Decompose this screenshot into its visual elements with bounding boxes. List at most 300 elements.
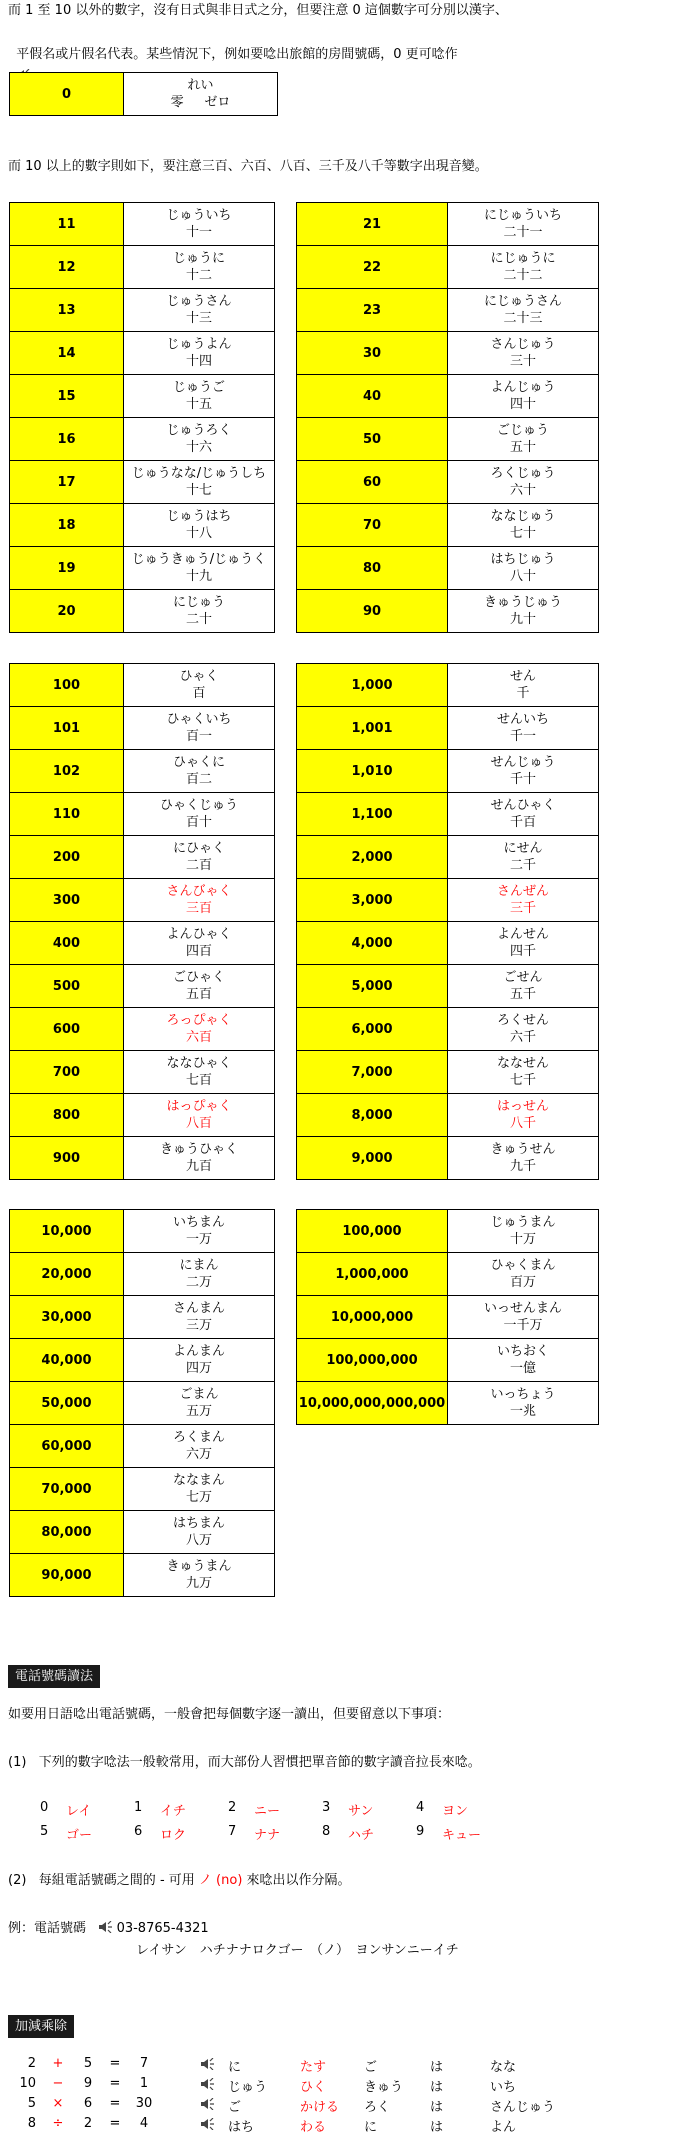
table-row [297, 1137, 599, 1180]
number-cell: 30 [297, 332, 448, 375]
kanji-text: 四十 [509, 397, 536, 412]
intro-line-2-text: 平假名或片假名代表。某些情況下，例如要唸出旅館的房間號碼，0 更可唸作 [16, 47, 458, 62]
kana-text: ごじゅう [496, 423, 549, 438]
table-row [10, 1051, 275, 1094]
kanji-text: 二百 [185, 858, 212, 873]
kana-text: きゅうひゃく [159, 1142, 238, 1157]
kanji-text: 十六 [185, 440, 212, 455]
kana-text: ごひゃく [172, 970, 225, 985]
number-cell: 9,000 [297, 1137, 448, 1180]
reading-cell [124, 1425, 275, 1468]
kana-text: にまん [179, 1258, 219, 1273]
kana-text: はちじゅう [490, 552, 556, 567]
reading-cell [124, 793, 275, 836]
reading-cell [448, 836, 599, 879]
table-row [297, 461, 599, 504]
number-cell: 15 [10, 375, 124, 418]
kana-text: さんぜん [496, 884, 549, 899]
table-row [10, 750, 275, 793]
table-large-numbers [296, 1209, 599, 1425]
kanji-text: 五万 [185, 1404, 212, 1419]
phone-digit-reading: ナナ [254, 1828, 281, 1843]
kanji-text: 十一 [185, 225, 212, 240]
table-row [297, 246, 599, 289]
kana-text: ひゃくいち [166, 712, 232, 727]
reading-cell [124, 73, 278, 116]
number-cell: 21 [297, 203, 448, 246]
arith-w2: ご [364, 2060, 378, 2075]
kanji-text: 八万 [185, 1533, 212, 1548]
kana-text: じゅうきゅう/じゅうく [131, 552, 267, 567]
reading-cell [448, 750, 599, 793]
reading-cell [448, 418, 599, 461]
phone-digit: 5 [40, 1824, 49, 1839]
kana-text: せんいち [496, 712, 549, 727]
number-cell: 12 [10, 246, 124, 289]
kana-text: はっせん [496, 1099, 549, 1114]
kanji-text: 十万 [509, 1232, 536, 1247]
reading-cell [124, 1051, 275, 1094]
table-row [297, 664, 599, 707]
table-row [10, 922, 275, 965]
phone-section-header: 電話號碼讀法 [8, 1665, 100, 1688]
arith-op: − [52, 2076, 64, 2091]
kana-text: じゅうはち [166, 509, 232, 524]
kana-text: ひゃくじゅう [159, 798, 238, 813]
phone-digit-reading: ゴー [66, 1828, 93, 1843]
reading-cell [448, 965, 599, 1008]
kana-text: きゅうじゅう [483, 595, 562, 610]
arith-eq: = [109, 2116, 121, 2131]
number-cell: 70,000 [10, 1468, 124, 1511]
arith-wr: いち [490, 2080, 517, 2095]
table-row [297, 707, 599, 750]
arith-b: 5 [83, 2056, 93, 2071]
phone-digit: 6 [134, 1824, 143, 1839]
arith-wr: よん [490, 2120, 517, 2135]
phone-digit: 3 [322, 1800, 331, 1815]
kana-text: じゅうご [172, 380, 225, 395]
table-row [297, 1382, 599, 1425]
reading-cell [448, 246, 599, 289]
kanji-text: 七十 [509, 526, 536, 541]
kana-text: じゅうに [172, 251, 225, 266]
table-row [10, 965, 275, 1008]
phone-digit-reading: レイ [66, 1804, 92, 1819]
table-row [10, 590, 275, 633]
arith-eq: = [109, 2096, 121, 2111]
kana-text: にせん [503, 841, 543, 856]
phone-digit: 4 [416, 1800, 425, 1815]
point-2-no: ノ (no) [198, 1873, 243, 1888]
arith-b: 2 [83, 2116, 93, 2131]
phone-intro: 如要用日語唸出電話號碼，一般會把每個數字逐一讀出，但要留意以下事項： [8, 1707, 451, 1722]
kanji-text: 一万 [185, 1232, 212, 1247]
number-cell: 10,000,000 [297, 1296, 448, 1339]
kanji-text: 六百 [185, 1030, 212, 1045]
number-cell: 800 [10, 1094, 124, 1137]
number-cell: 17 [10, 461, 124, 504]
kanji-text: 九十 [509, 612, 536, 627]
table-row [10, 418, 275, 461]
number-cell: 50,000 [10, 1382, 124, 1425]
number-cell: 13 [10, 289, 124, 332]
kanji-text: 百十 [185, 815, 212, 830]
kanji-text: 三万 [185, 1318, 212, 1333]
kanji-text: 十五 [185, 397, 212, 412]
reading-cell [124, 332, 275, 375]
alt-reading-text: ゼロ [204, 95, 231, 110]
arith-w1: はち [228, 2120, 255, 2135]
reading-cell [124, 246, 275, 289]
reading-cell [124, 1554, 275, 1597]
arith-op: ÷ [52, 2116, 64, 2131]
number-cell: 90,000 [10, 1554, 124, 1597]
note-over-ten: 而 10 以上的數字則如下，要注意三百、六百、八百、三千及八千等數字出現音變。 [8, 159, 488, 174]
kana-text: よんじゅう [490, 380, 556, 395]
table-row [297, 504, 599, 547]
reading-cell [448, 707, 599, 750]
reading-cell [448, 1210, 599, 1253]
reading-cell [448, 879, 599, 922]
kana-text: きゅうまん [166, 1559, 232, 1574]
kana-text: いっちょう [490, 1387, 556, 1402]
table-thousands [296, 663, 599, 1180]
reading-cell [124, 1296, 275, 1339]
number-cell: 80,000 [10, 1511, 124, 1554]
table-row [10, 375, 275, 418]
number-cell: 900 [10, 1137, 124, 1180]
table-row [10, 1425, 275, 1468]
kana-text: はっぴゃく [166, 1099, 232, 1114]
kana-text: ひゃくまん [490, 1258, 556, 1273]
number-cell: 20 [10, 590, 124, 633]
reading-cell [448, 375, 599, 418]
table-row [297, 1339, 599, 1382]
number-cell: 4,000 [297, 922, 448, 965]
kanji-text: 六千 [509, 1030, 536, 1045]
arith-w1: に [228, 2060, 242, 2075]
kana-text: いっせんまん [483, 1301, 562, 1316]
phone-digit-reading: サン [348, 1804, 374, 1819]
kanji-text: 十四 [185, 354, 212, 369]
kana-text: にじゅうに [490, 251, 556, 266]
kanji-text: 百 [192, 686, 206, 701]
table-21-90 [296, 202, 599, 633]
arith-w1: ご [228, 2100, 242, 2115]
table-row [10, 707, 275, 750]
kanji-text: 百一 [185, 729, 212, 744]
point-2-tail: 來唸出以作分隔。 [246, 1873, 351, 1888]
number-cell: 8,000 [297, 1094, 448, 1137]
speaker-icon[interactable] [200, 2098, 214, 2110]
reading-cell [448, 793, 599, 836]
number-cell: 200 [10, 836, 124, 879]
number-cell: 2,000 [297, 836, 448, 879]
kanji-text: 三百 [185, 901, 212, 916]
kanji-text: 七百 [185, 1073, 212, 1088]
table-row [10, 289, 275, 332]
number-cell: 110 [10, 793, 124, 836]
kanji-text: 十二 [185, 268, 212, 283]
reading-cell [124, 922, 275, 965]
table-hundreds [9, 663, 275, 1180]
kanji-text: 千一 [509, 729, 536, 744]
kana-text: ひゃく [179, 669, 219, 684]
kanji-text: 二万 [185, 1275, 212, 1290]
table-row [10, 246, 275, 289]
arith-wa: は [430, 2100, 444, 2115]
kana-text: ろっぴゃく [166, 1013, 232, 1028]
table-row [297, 332, 599, 375]
table-row [297, 590, 599, 633]
table-row [297, 1253, 599, 1296]
kanji-text: 二十一 [503, 225, 543, 240]
kana-text: にひゃく [172, 841, 225, 856]
arith-eq: = [109, 2056, 121, 2071]
number-cell: 23 [297, 289, 448, 332]
table-row [10, 332, 275, 375]
kana-text: ひゃくに [172, 755, 225, 770]
kana-text: いちおく [496, 1344, 549, 1359]
kana-text: にじゅうさん [483, 294, 562, 309]
kanji-text: 千百 [509, 815, 536, 830]
reading-cell [124, 1210, 275, 1253]
table-row [10, 664, 275, 707]
table-row [10, 836, 275, 879]
speaker-icon[interactable] [200, 2058, 214, 2070]
kana-text: じゅうなな/じゅうしち [131, 466, 267, 481]
arith-w2: きゅう [364, 2080, 404, 2095]
zero-table [9, 72, 278, 116]
phone-digit: 2 [228, 1800, 237, 1815]
kana-text: よんせん [496, 927, 549, 942]
kana-text: ななひゃく [166, 1056, 232, 1071]
speaker-icon[interactable] [200, 2118, 214, 2130]
phone-digit-grid [0, 1800, 700, 1860]
arith-a: 2 [27, 2056, 36, 2071]
reading-cell [448, 590, 599, 633]
number-cell: 300 [10, 879, 124, 922]
table-row [10, 73, 278, 116]
table-row [297, 547, 599, 590]
number-cell: 700 [10, 1051, 124, 1094]
kanji-text: 七万 [185, 1490, 212, 1505]
number-cell: 6,000 [297, 1008, 448, 1051]
number-cell: 500 [10, 965, 124, 1008]
kanji-text: 一億 [509, 1361, 536, 1376]
kana-text: ななまん [172, 1473, 225, 1488]
phone-point-2 [8, 1870, 351, 1892]
kana-text: ろくまん [172, 1430, 225, 1445]
arith-wr: なな [490, 2060, 517, 2075]
table-row [297, 418, 599, 461]
reading-cell [124, 707, 275, 750]
number-cell: 400 [10, 922, 124, 965]
kanji-text: 六万 [185, 1447, 212, 1462]
arith-b: 9 [83, 2076, 93, 2091]
arith-wop: わる [300, 2120, 327, 2135]
kana-text: れい [187, 78, 214, 93]
kanji-text: 九万 [185, 1576, 212, 1591]
number-cell: 90 [297, 590, 448, 633]
kanji-text: 零 [170, 95, 184, 110]
arith-wa: は [430, 2120, 444, 2135]
table-row [10, 461, 275, 504]
table-row [297, 1094, 599, 1137]
number-cell: 60 [297, 461, 448, 504]
reading-cell [448, 1253, 599, 1296]
kanji-text: 五百 [185, 987, 212, 1002]
intro-line-1: 而 1 至 10 以外的數字，沒有日式與非日式之分，但要注意 0 這個數字可分別以漢字、 [8, 3, 508, 18]
table-row [297, 203, 599, 246]
arith-wa: は [430, 2080, 444, 2095]
table-row [10, 504, 275, 547]
phone-digit: 1 [134, 1800, 143, 1815]
table-row [297, 1008, 599, 1051]
arith-wa: は [430, 2060, 444, 2075]
number-cell: 1,100 [297, 793, 448, 836]
kanji-text: 十七 [185, 483, 212, 498]
speaker-icon[interactable] [98, 1921, 112, 1933]
number-cell: 600 [10, 1008, 124, 1051]
reading-cell [124, 418, 275, 461]
speaker-icon[interactable] [200, 2078, 214, 2090]
number-cell: 100,000 [297, 1210, 448, 1253]
number-cell: 5,000 [297, 965, 448, 1008]
reading-cell [124, 965, 275, 1008]
kana-text: さんじゅう [490, 337, 556, 352]
arith-op: × [52, 2096, 64, 2111]
reading-cell [124, 203, 275, 246]
table-ten-thousands [9, 1209, 275, 1597]
kana-text: ろくせん [496, 1013, 549, 1028]
table-row [10, 1339, 275, 1382]
number-cell: 1,000 [297, 664, 448, 707]
kana-text: よんひゃく [166, 927, 232, 942]
kanji-text: 十九 [185, 569, 212, 584]
kana-text: せん [509, 669, 536, 684]
kanji-text: 四千 [509, 944, 536, 959]
reading-cell [448, 203, 599, 246]
number-cell: 20,000 [10, 1253, 124, 1296]
reading-cell [124, 1137, 275, 1180]
phone-digit: 8 [322, 1824, 331, 1839]
reading-cell [124, 547, 275, 590]
kana-text: じゅうさん [166, 294, 232, 309]
table-row [10, 1137, 275, 1180]
arith-section-header: 加減乘除 [8, 2015, 74, 2038]
arith-wop: たす [300, 2060, 327, 2075]
kanji-text: 七千 [509, 1073, 536, 1088]
number-cell: 7,000 [297, 1051, 448, 1094]
reading-cell [448, 504, 599, 547]
number-cell: 80 [297, 547, 448, 590]
table-row [10, 1253, 275, 1296]
kana-text: じゅうまん [490, 1215, 556, 1230]
table-row [297, 922, 599, 965]
kanji-text: 千 [516, 686, 530, 701]
table-row [297, 836, 599, 879]
number-cell: 10,000,000,000,000 [297, 1382, 448, 1425]
arith-w1: じゅう [228, 2080, 268, 2095]
number-cell: 102 [10, 750, 124, 793]
arith-r: 7 [139, 2056, 149, 2071]
kanji-text: 三千 [509, 901, 536, 916]
kana-text: はちまん [172, 1516, 225, 1531]
arith-w2: に [364, 2120, 378, 2135]
table-row [10, 1554, 275, 1597]
reading-cell [448, 1339, 599, 1382]
phone-point-1: (1) 下列的數字唸法一般較常用，而大部份人習慣把單音節的數字讀音拉長來唸。 [8, 1755, 481, 1770]
phone-digit-reading: ヨン [442, 1804, 469, 1819]
kanji-line [124, 94, 277, 111]
reading-cell [124, 504, 275, 547]
arith-op: + [52, 2056, 64, 2071]
phone-digit: 7 [228, 1824, 237, 1839]
number-cell: 101 [10, 707, 124, 750]
kanji-text: 九百 [185, 1159, 212, 1174]
kana-text: さんまん [172, 1301, 225, 1316]
arith-wop: かける [300, 2100, 340, 2115]
kana-text: いちまん [172, 1215, 225, 1230]
kana-text: ななじゅう [490, 509, 556, 524]
kana-text: じゅういち [166, 208, 232, 223]
kana-text: せんひゃく [490, 798, 556, 813]
reading-cell [448, 1008, 599, 1051]
table-row [297, 965, 599, 1008]
reading-cell [124, 1094, 275, 1137]
reading-cell [448, 1137, 599, 1180]
arith-b: 6 [83, 2096, 93, 2111]
phone-digit-reading: キュー [442, 1828, 482, 1843]
reading-cell [124, 1468, 275, 1511]
reading-cell [124, 836, 275, 879]
reading-cell [124, 879, 275, 922]
kana-text: さんびゃく [166, 884, 232, 899]
number-cell: 11 [10, 203, 124, 246]
table-row [10, 1382, 275, 1425]
kanji-text: 五千 [509, 987, 536, 1002]
number-cell: 100 [10, 664, 124, 707]
number-cell: 3,000 [297, 879, 448, 922]
phone-example [8, 1918, 209, 1940]
number-cell: 30,000 [10, 1296, 124, 1339]
example-label: 例：電話號碼 [8, 1921, 87, 1936]
kanji-text: 五十 [509, 440, 536, 455]
phone-digit: 9 [416, 1824, 425, 1839]
kana-text: ごせん [503, 970, 543, 985]
number-cell: 10,000 [10, 1210, 124, 1253]
arith-a: 8 [27, 2116, 36, 2131]
table-row [10, 793, 275, 836]
table-row [297, 879, 599, 922]
kanji-text: 八十 [509, 569, 536, 584]
arith-w2: ろく [364, 2100, 391, 2115]
reading-cell [124, 1382, 275, 1425]
number-cell: 1,010 [297, 750, 448, 793]
number-cell: 60,000 [10, 1425, 124, 1468]
reading-cell [448, 1051, 599, 1094]
kanji-text: 百万 [509, 1275, 536, 1290]
reading-cell [448, 332, 599, 375]
arith-r: 4 [139, 2116, 149, 2131]
number-cell: 1,001 [297, 707, 448, 750]
table-row [10, 1296, 275, 1339]
kanji-text: 二千 [509, 858, 536, 873]
number-cell: 14 [10, 332, 124, 375]
table-row [10, 1468, 275, 1511]
